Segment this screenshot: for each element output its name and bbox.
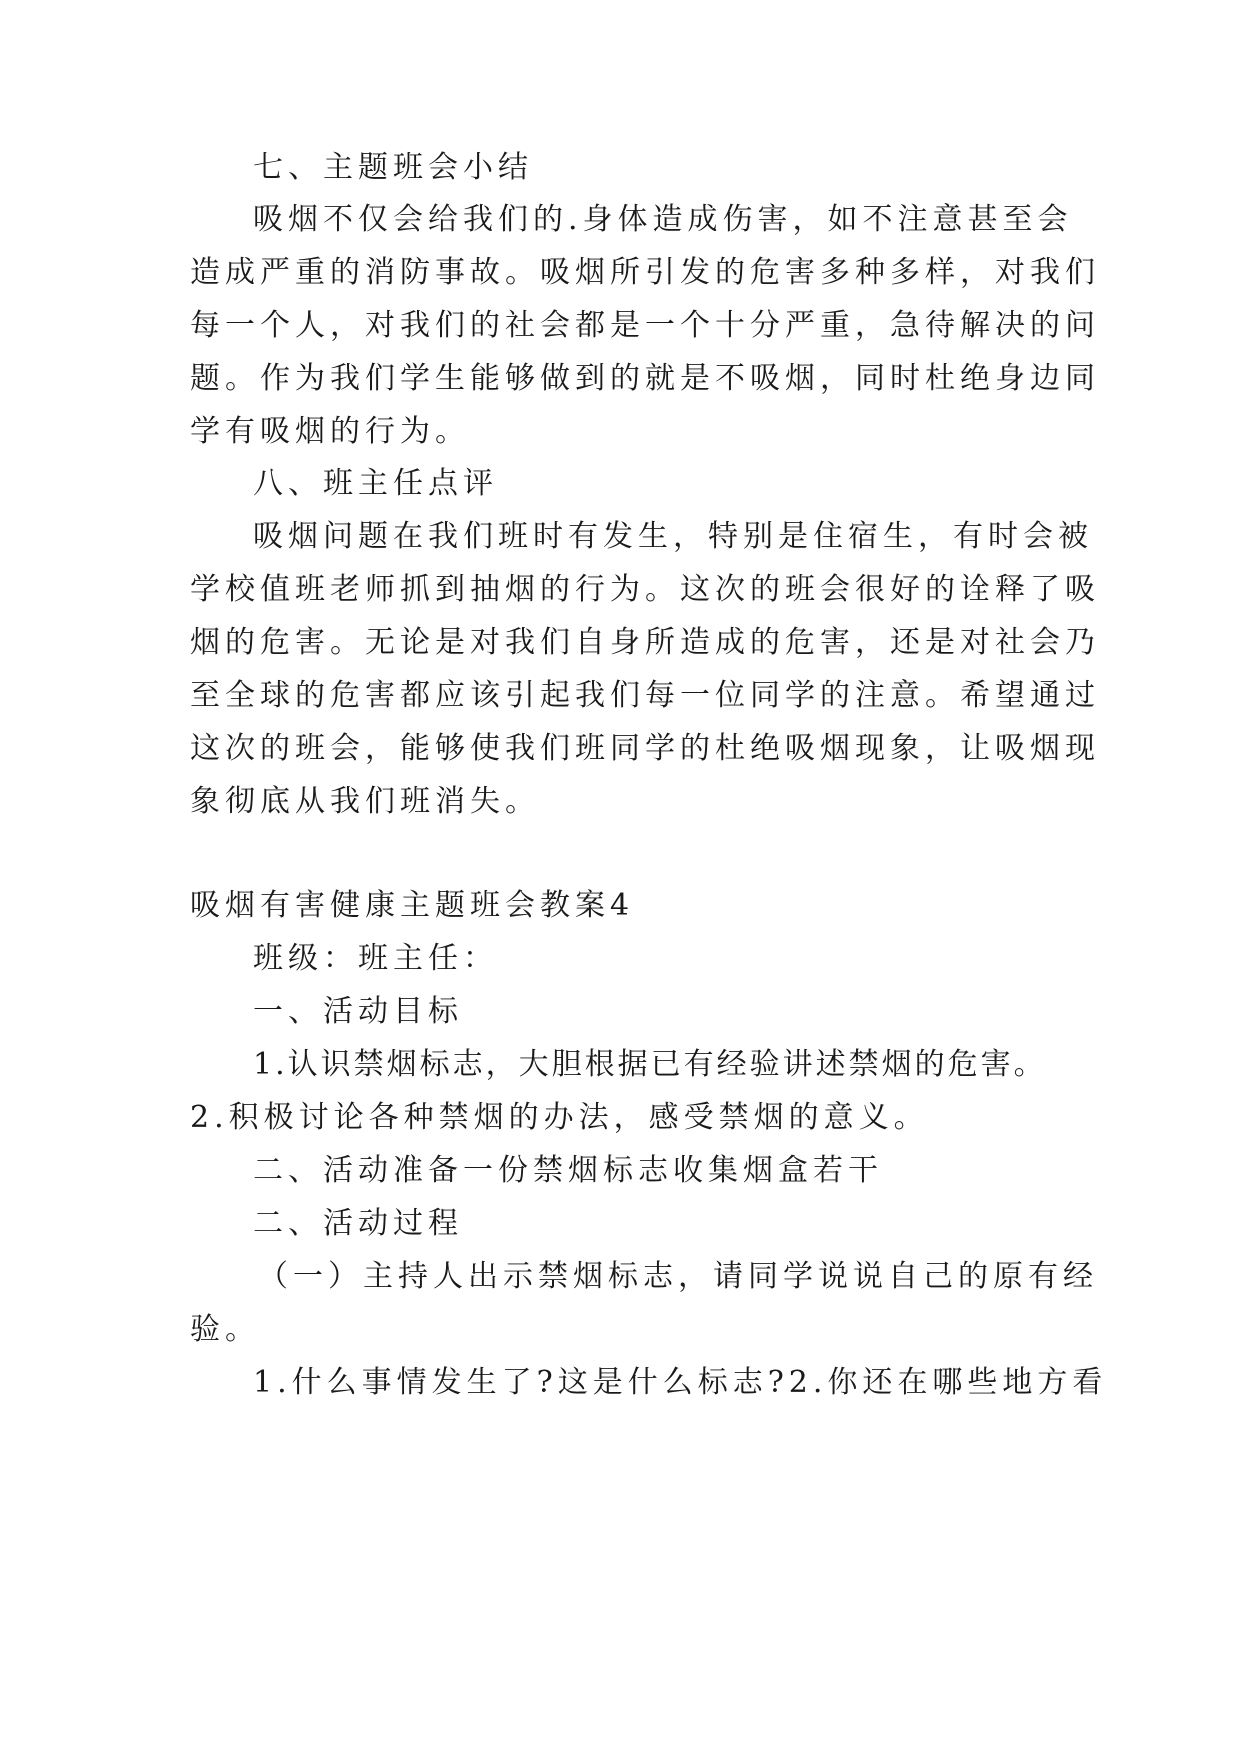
process-heading: 二、活动过程	[253, 1206, 463, 1241]
paragraph-line: 学校值班老师抓到抽烟的行为。这次的班会很好的诠释了吸	[190, 572, 1100, 607]
paragraph-line: 每一个人，对我们的社会都是一个十分严重，急待解决的问	[190, 308, 1100, 343]
paragraph-line: 造成严重的消防事故。吸烟所引发的危害多种多样，对我们	[190, 255, 1100, 290]
paragraph-line: 至全球的危害都应该引起我们每一位同学的注意。希望通过	[190, 678, 1100, 713]
preparation-line: 二、活动准备一份禁烟标志收集烟盒若干	[253, 1153, 883, 1188]
paragraph-line: 学有吸烟的行为。	[190, 414, 470, 449]
paragraph-line: 象彻底从我们班消失。	[190, 784, 540, 819]
section-heading-teacher-review: 八、班主任点评	[253, 466, 498, 501]
goal-line: 2.积极讨论各种禁烟的办法，感受禁烟的意义。	[190, 1100, 929, 1135]
class-info: 班级：班主任：	[253, 941, 498, 976]
paragraph-line: 吸烟不仅会给我们的.身体造成伤害，如不注意甚至会	[253, 202, 1073, 237]
paragraph-line: 烟的危害。无论是对我们自身所造成的危害，还是对社会乃	[190, 625, 1100, 660]
goals-heading: 一、活动目标	[253, 994, 463, 1029]
section-heading-summary: 七、主题班会小结	[253, 150, 533, 185]
paragraph-line: 吸烟问题在我们班时有发生，特别是住宿生，有时会被	[253, 519, 1093, 554]
paragraph-line: 题。作为我们学生能够做到的就是不吸烟，同时杜绝身边同	[190, 361, 1100, 396]
lesson-plan-title: 吸烟有害健康主题班会教案4	[190, 888, 635, 923]
process-step-line: （一）主持人出示禁烟标志，请同学说说自己的原有经	[258, 1259, 1098, 1294]
goal-line: 1.认识禁烟标志，大胆根据已有经验讲述禁烟的危害。	[253, 1047, 1047, 1082]
process-step-line: 验。	[190, 1312, 260, 1347]
paragraph-line: 这次的班会，能够使我们班同学的杜绝吸烟现象，让吸烟现	[190, 731, 1100, 766]
questions-line: 1.什么事情发生了?这是什么标志?2.你还在哪些地方看	[253, 1365, 1108, 1400]
